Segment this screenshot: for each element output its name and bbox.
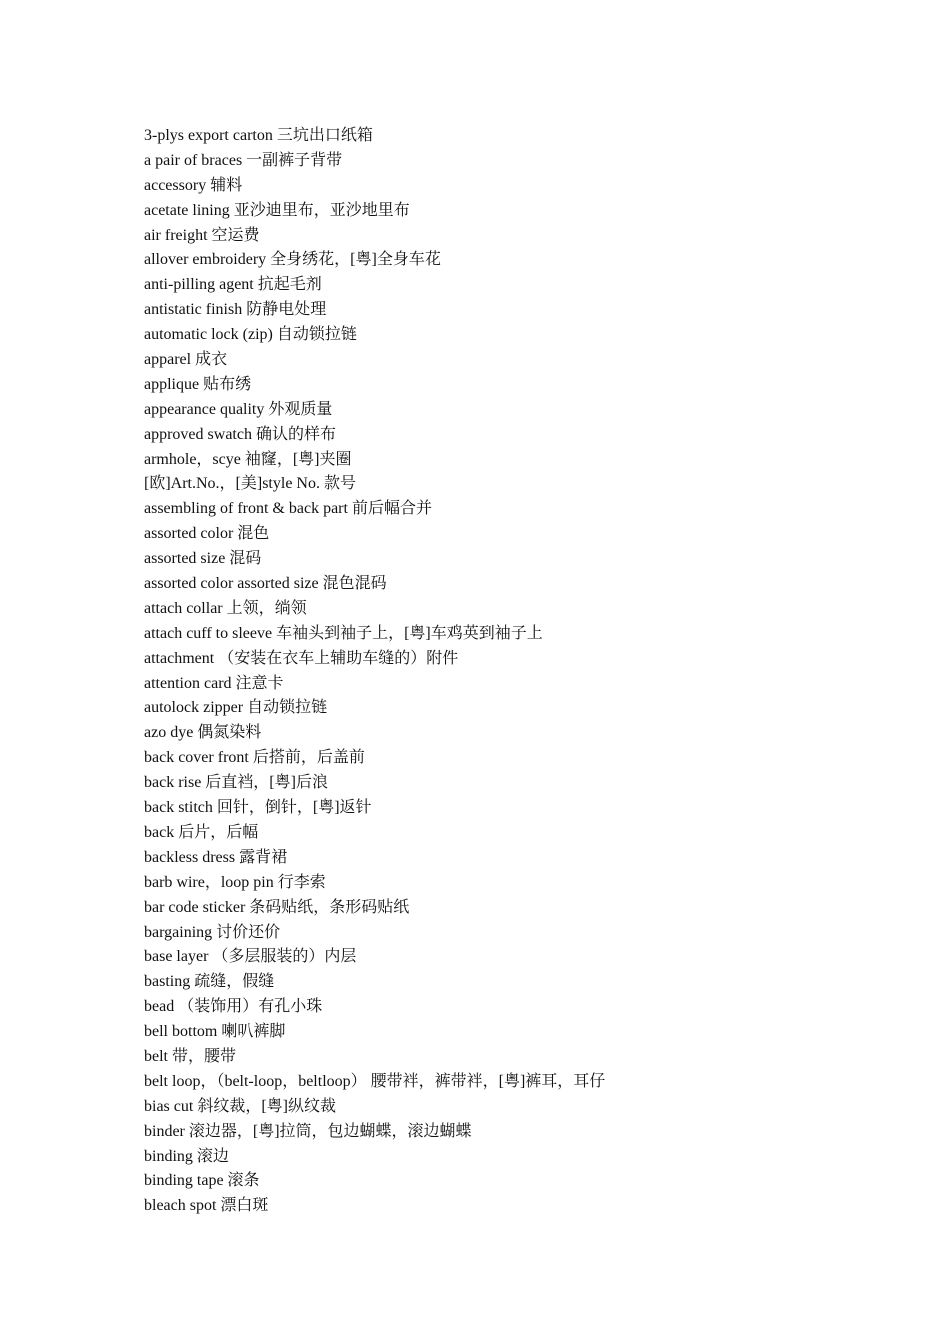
glossary-entry: accessory 辅料 (144, 176, 243, 194)
glossary-entry: [欧]Art.No.，[美]style No. 款号 (144, 475, 356, 493)
glossary-entry: attach collar 上领，绱领 (144, 599, 307, 617)
glossary-entry: appearance quality 外观质量 (144, 400, 333, 418)
glossary-entry: bargaining 讨价还价 (144, 923, 281, 941)
glossary-entry: approved swatch 确认的样布 (144, 425, 336, 443)
glossary-entry: bead （装饰用）有孔小珠 (144, 998, 323, 1016)
glossary-page (144, 124, 904, 1219)
glossary-entry: apparel 成衣 (144, 351, 228, 369)
glossary-entry: 3-plys export carton 三坑出口纸箱 (144, 127, 373, 144)
glossary-entry: applique 贴布绣 (144, 375, 252, 393)
glossary-entry: assorted color assorted size 混色混码 (144, 575, 387, 593)
glossary-entry: a pair of braces 一副裤子背带 (144, 151, 343, 169)
glossary-entry: air freight 空运费 (144, 226, 260, 244)
glossary-entry: acetate lining 亚沙迪里布，亚沙地里布 (144, 201, 410, 219)
glossary-entry: allover embroidery 全身绣花，[粤]全身车花 (144, 251, 441, 269)
glossary-entry: backless dress 露背裙 (144, 848, 288, 866)
glossary-entry: back rise 后直裆，[粤]后浪 (144, 774, 328, 792)
glossary-entry: assorted color 混色 (144, 525, 270, 543)
glossary-entry: binding 滚边 (144, 1147, 229, 1165)
glossary-entry: attachment （安装在衣车上辅助车缝的）附件 (144, 649, 459, 667)
glossary-entry: base layer （多层服装的）内层 (144, 948, 357, 966)
glossary-entry: back stitch 回针，倒针，[粤]返针 (144, 799, 372, 817)
glossary-entry: bleach spot 漂白斑 (144, 1197, 269, 1215)
glossary-entry: attention card 注意卡 (144, 674, 284, 692)
glossary-entry: bell bottom 喇叭裤脚 (144, 1023, 286, 1041)
glossary-entry: bar code sticker 条码贴纸，条形码贴纸 (144, 898, 410, 916)
glossary-entry: barb wire，loop pin 行李索 (144, 873, 326, 891)
glossary-entry: bias cut 斜纹裁，[粤]纵纹裁 (144, 1097, 336, 1115)
glossary-entry: autolock zipper 自动锁拉链 (144, 699, 328, 717)
glossary-entry: attach cuff to sleeve 车袖头到袖子上，[粤]车鸡英到袖子上 (144, 624, 543, 642)
glossary-entry: binding tape 滚条 (144, 1172, 260, 1190)
glossary-entry: assembling of front & back part 前后幅合并 (144, 500, 432, 518)
glossary-entry: basting 疏缝，假缝 (144, 973, 275, 991)
glossary-entry: armhole，scye 袖窿，[粤]夹圈 (144, 450, 352, 468)
glossary-entry: back cover front 后搭前，后盖前 (144, 749, 365, 767)
glossary-entry: anti-pilling agent 抗起毛剂 (144, 276, 322, 294)
glossary-entry: binder 滚边器，[粤]拉筒，包边蝴蝶，滚边蝴蝶 (144, 1122, 472, 1140)
glossary-entry: azo dye 偶氮染料 (144, 724, 262, 742)
glossary-entry: back 后片，后幅 (144, 823, 259, 841)
glossary-entry: belt loop，（belt-loop，beltloop） 腰带袢，裤带袢，[粤]裤耳，耳仔 (144, 1072, 606, 1090)
glossary-entry: belt 带，腰带 (144, 1047, 236, 1065)
glossary-entry: assorted size 混码 (144, 550, 262, 568)
glossary-entry: antistatic finish 防静电处理 (144, 301, 327, 319)
glossary-entry: automatic lock (zip) 自动锁拉链 (144, 326, 357, 344)
